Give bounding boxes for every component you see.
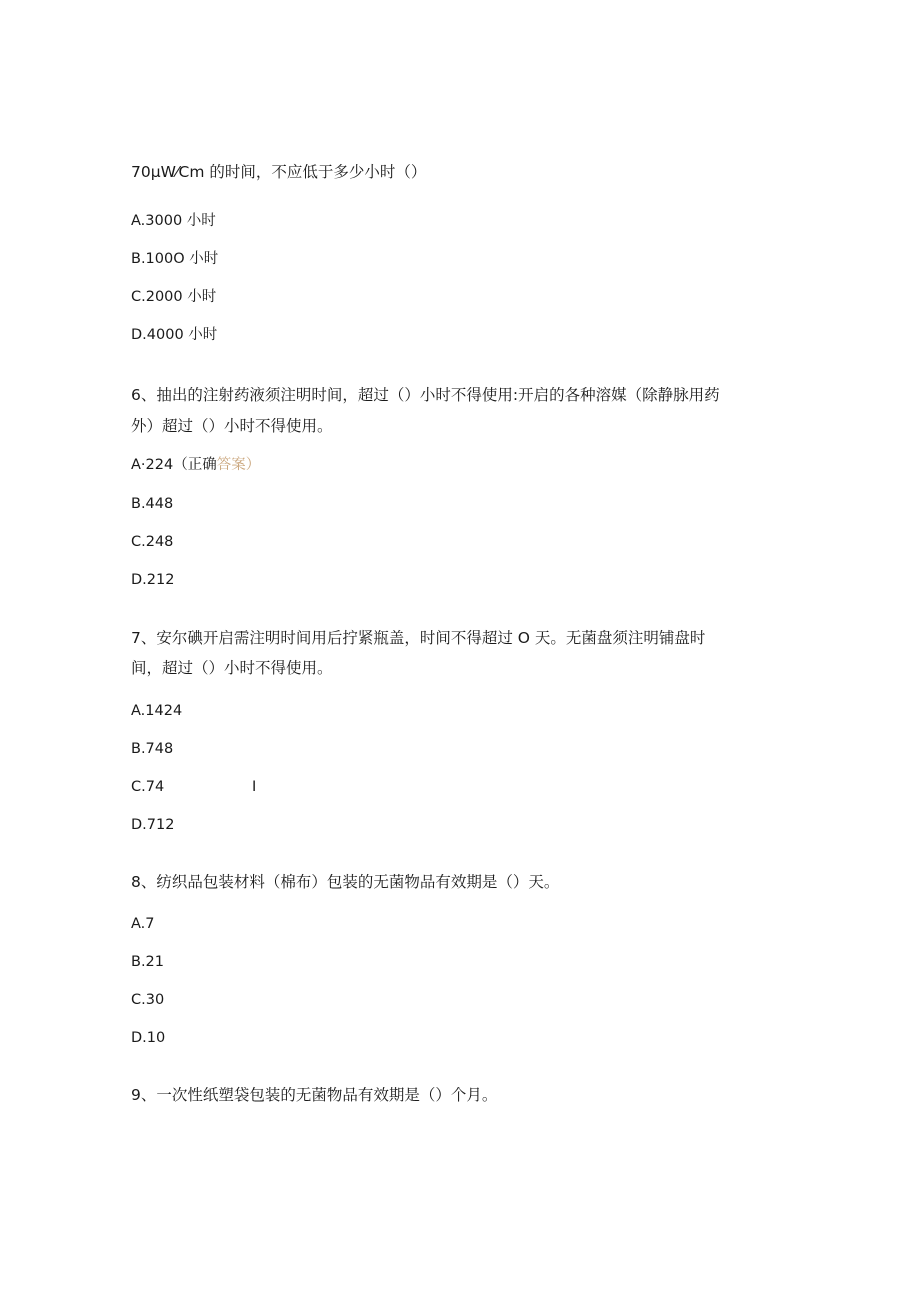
question-5-option-c: C.2000 小时 xyxy=(131,289,217,305)
question-6-option-a-text: A·224（正确 xyxy=(131,457,217,473)
question-8-option-d: D.10 xyxy=(131,1030,166,1046)
question-5-stem: 70μW⁄Cm 的时间，不应低于多少小时（） xyxy=(131,163,427,181)
question-7-option-a: A.1424 xyxy=(131,703,183,719)
question-6-stem-line-2: 外）超过（）小时不得使用。 xyxy=(131,417,333,435)
question-8-option-c: C.30 xyxy=(131,992,165,1008)
question-6-option-d: D.212 xyxy=(131,572,175,588)
question-6-stem-line-1: 6、抽出的注射药液须注明时间，超过（）小时不得使用:开启的各种溶媒（除静脉用药 xyxy=(131,386,720,404)
question-7-stem-line-2: 间，超过（）小时不得使用。 xyxy=(131,659,333,677)
question-7-option-b: B.748 xyxy=(131,741,174,757)
question-5-option-d: D.4000 小时 xyxy=(131,327,218,343)
question-8-option-a: A.7 xyxy=(131,916,155,932)
question-6-option-c: C.248 xyxy=(131,534,174,550)
question-9-stem: 9、一次性纸塑袋包装的无菌物品有效期是（）个月。 xyxy=(131,1086,498,1104)
question-6-option-a xyxy=(131,455,260,475)
question-8-stem: 8、纺织品包装材料（棉布）包装的无菌物品有效期是（）天。 xyxy=(131,873,560,891)
question-5-option-a: A.3000 小时 xyxy=(131,213,216,229)
question-7-stem-line-1: 7、安尔碘开启需注明时间用后拧紧瓶盖，时间不得超过 O 天。无菌盘须注明铺盘时 xyxy=(131,629,706,647)
question-7-option-d: D.712 xyxy=(131,817,175,833)
question-6-answer-note: 答案） xyxy=(216,457,261,473)
question-7-option-c: C.74 xyxy=(131,779,165,795)
question-6-option-b: B.448 xyxy=(131,496,174,512)
question-8-option-b: B.21 xyxy=(131,954,165,970)
stray-mark: I xyxy=(252,779,257,795)
question-5-option-b: B.100O 小时 xyxy=(131,251,219,267)
